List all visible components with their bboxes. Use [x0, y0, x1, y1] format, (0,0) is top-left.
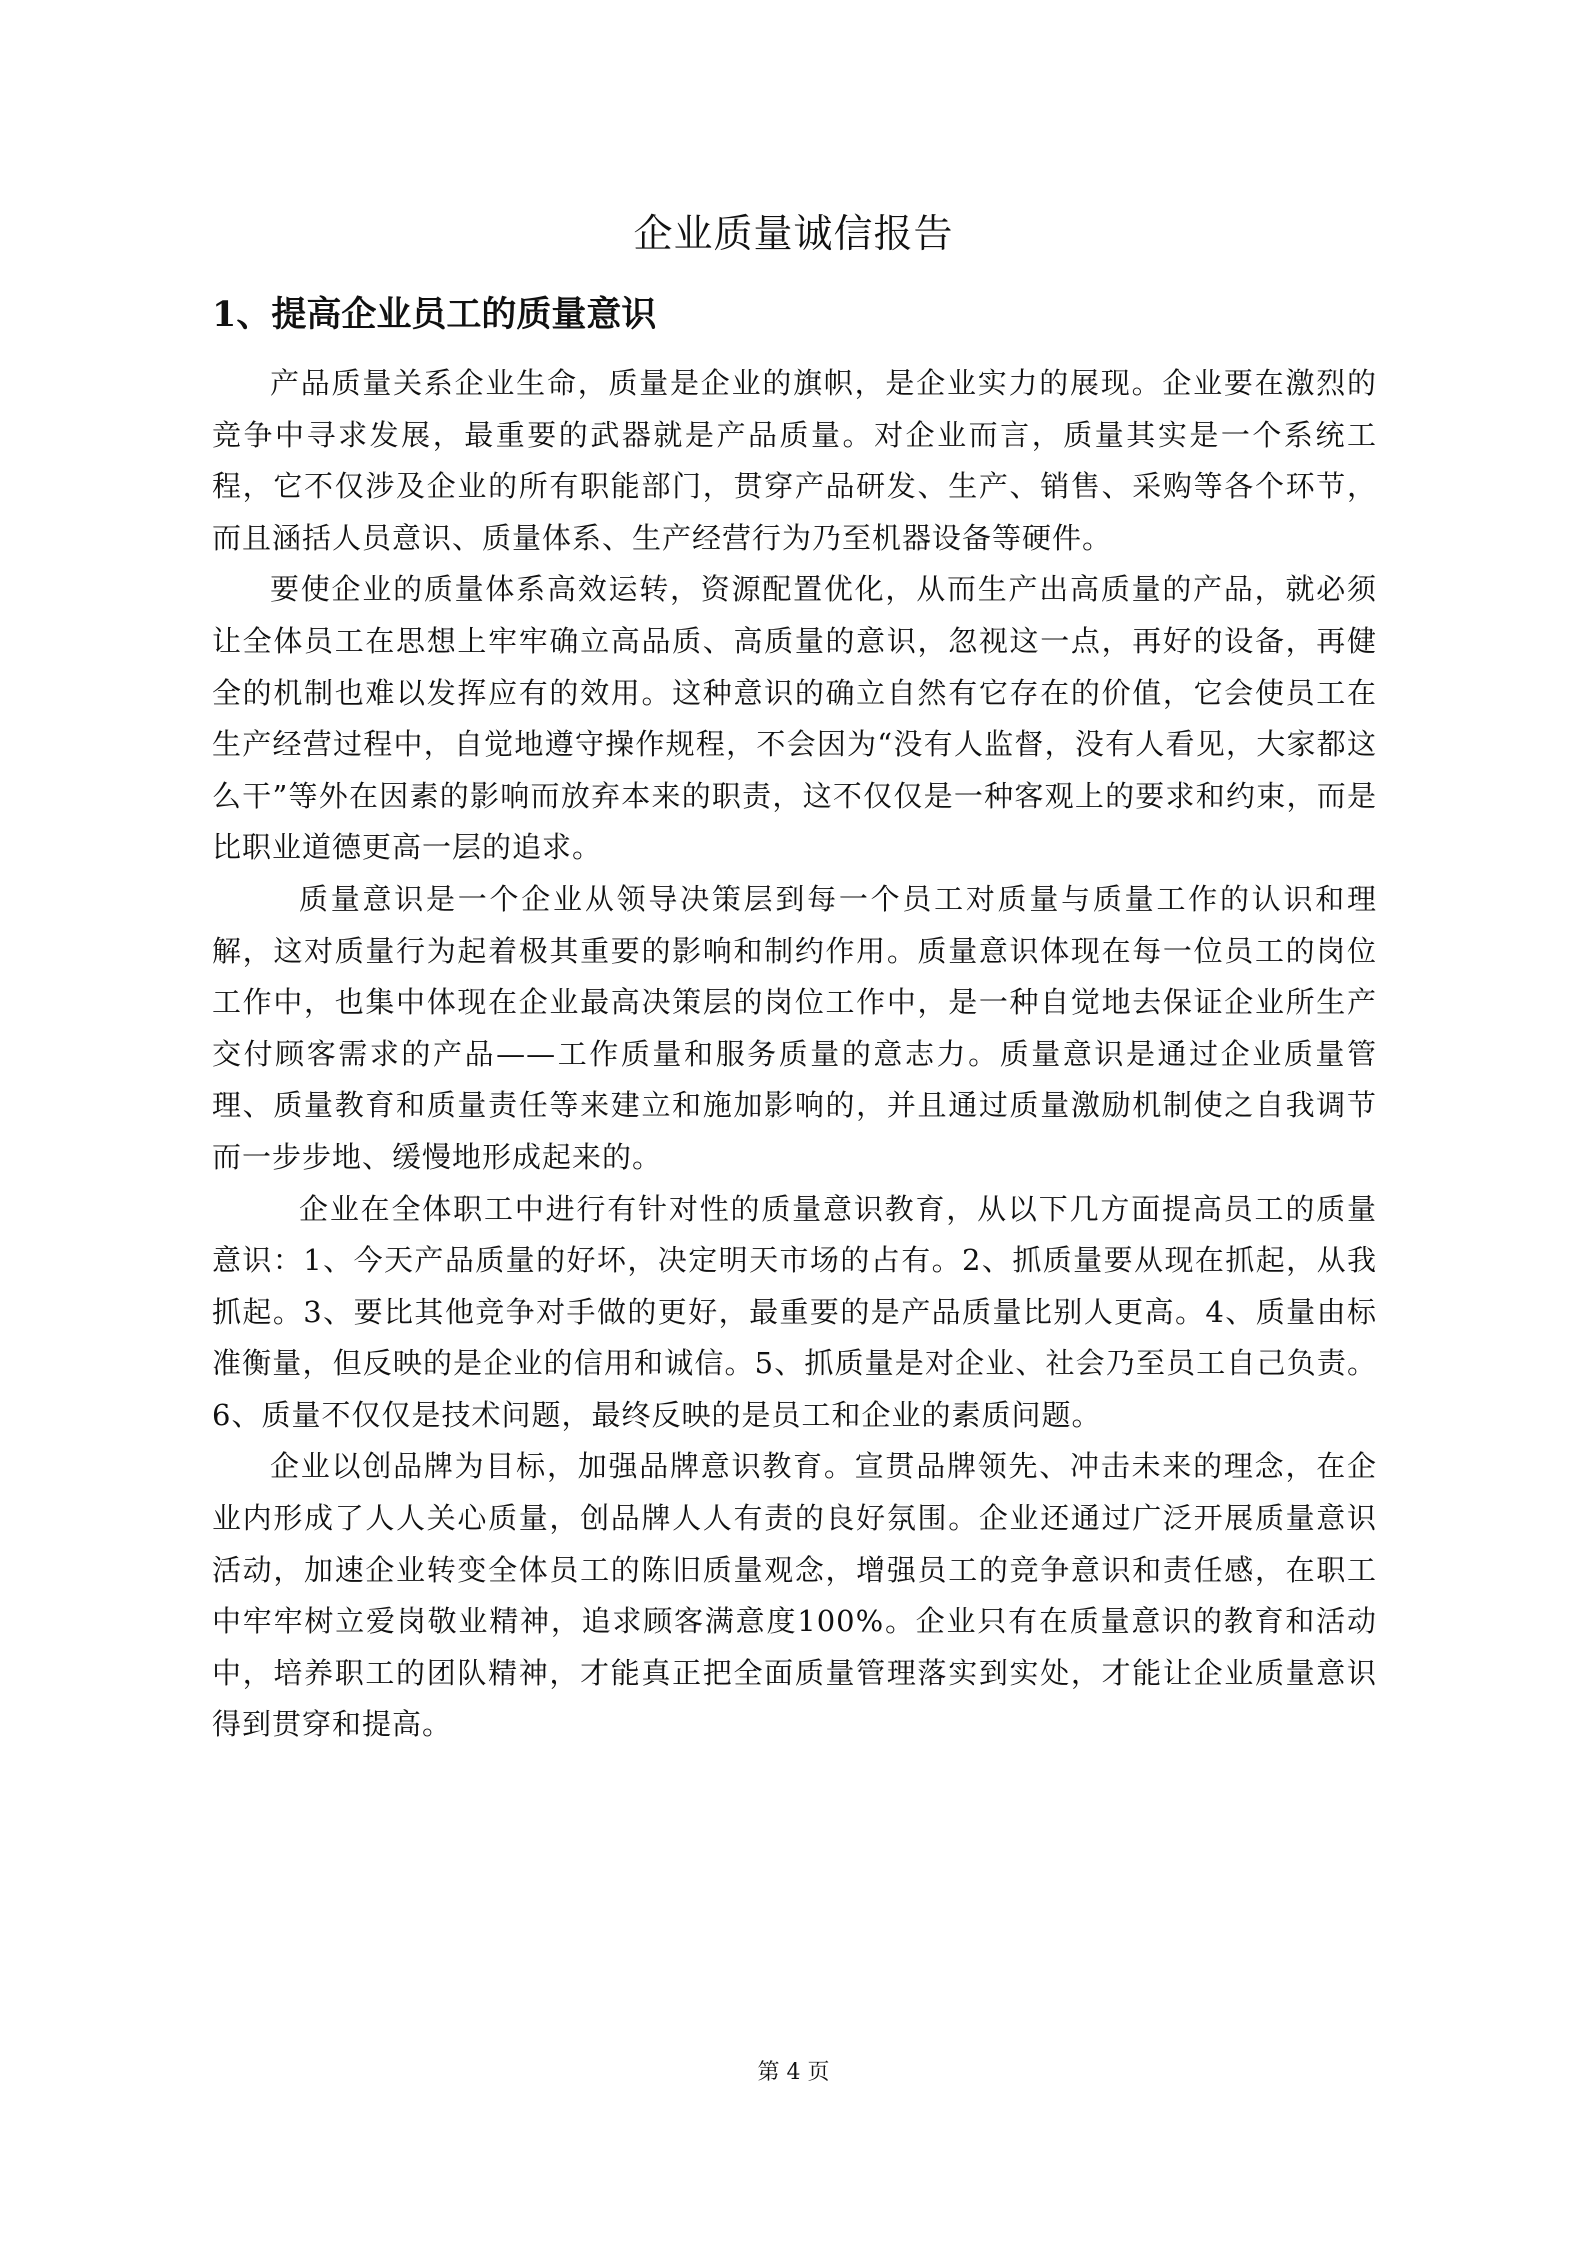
page-number: 第 4 页: [757, 2060, 830, 2085]
paragraph-quality-awareness: 质量意识是一个企业从领导决策层到每一个员工对质量与质量工作的认识和理解，这对质量行为起着极其重要的影响和制约作用。质量意识体现在每一位员工的岗位工作中，也集中体现在企业最高决策层的岗位工作中，是一种自觉地去保证企业所生产交付顾客需求的产品——工作质量和服务质量的意志力。质量意识是通过企业质量管理、质量教育和质量责任等来建立和施加影响的，并且通过质量激励机制使之自我调节而一步步地、缓慢地形成起来的。: [212, 881, 1377, 1174]
body-text: [212, 358, 1377, 1751]
document-title: 企业质量诚信报告: [633, 212, 954, 257]
paragraph-brand-awareness: 企业以创品牌为目标，加强品牌意识教育。宣贯品牌领先、冲击未来的理念，在企业内形成了人人关心质量，创品牌人人有责的良好氛围。企业还通过广泛开展质量意识活动，加速企业转变全体员工的陈旧质量观念，增强员工的竞争意识和责任感，在职工中牢牢树立爱岗敬业精神，追求顾客满意度100%。企业只有在质量意识的教育和活动中，培养职工的团队精神，才能真正把全面质量管理落实到实处，才能让企业质量意识得到贯穿和提高。: [212, 1449, 1377, 1742]
paragraph-product-quality: 产品质量关系企业生命，质量是企业的旗帜，是企业实力的展现。企业要在激烈的竞争中寻求发展，最重要的武器就是产品质量。对企业而言，质量其实是一个系统工程，它不仅涉及企业的所有职能部门，贯穿产品研发、生产、销售、采购等各个环节，而且涵括人员意识、质量体系、生产经营行为乃至机器设备等硬件。: [212, 366, 1377, 555]
paragraph-quality-system: 要使企业的质量体系高效运转，资源配置优化，从而生产出高质量的产品，就必须让全体员工在思想上牢牢确立高品质、高质量的意识，忽视这一点，再好的设备，再健全的机制也难以发挥应有的效用。这种意识的确立自然有它存在的价值，它会使员工在生产经营过程中，自觉地遵守操作规程，不会因为“没有人监督，没有人看见，大家都这么干”等外在因素的影响而放弃本来的职责，这不仅仅是一种客观上的要求和约束，而是比职业道德更高一层的追求。: [212, 572, 1377, 865]
paragraph-quality-education: 企业在全体职工中进行有针对性的质量意识教育，从以下几方面提高员工的质量意识：1、今天产品质量的好坏，决定明天市场的占有。2、抓质量要从现在抓起，从我抓起。3、要比其他竞争对手做的更好，最重要的是产品质量比别人更高。4、质量由标准衡量，但反映的是企业的信用和诚信。5、抓质量是对企业、社会乃至员工自己负责。6、质量不仅仅是技术问题，最终反映的是员工和企业的素质问题。: [212, 1191, 1377, 1432]
section-heading: 1、提高企业员工的质量意识: [212, 294, 657, 335]
